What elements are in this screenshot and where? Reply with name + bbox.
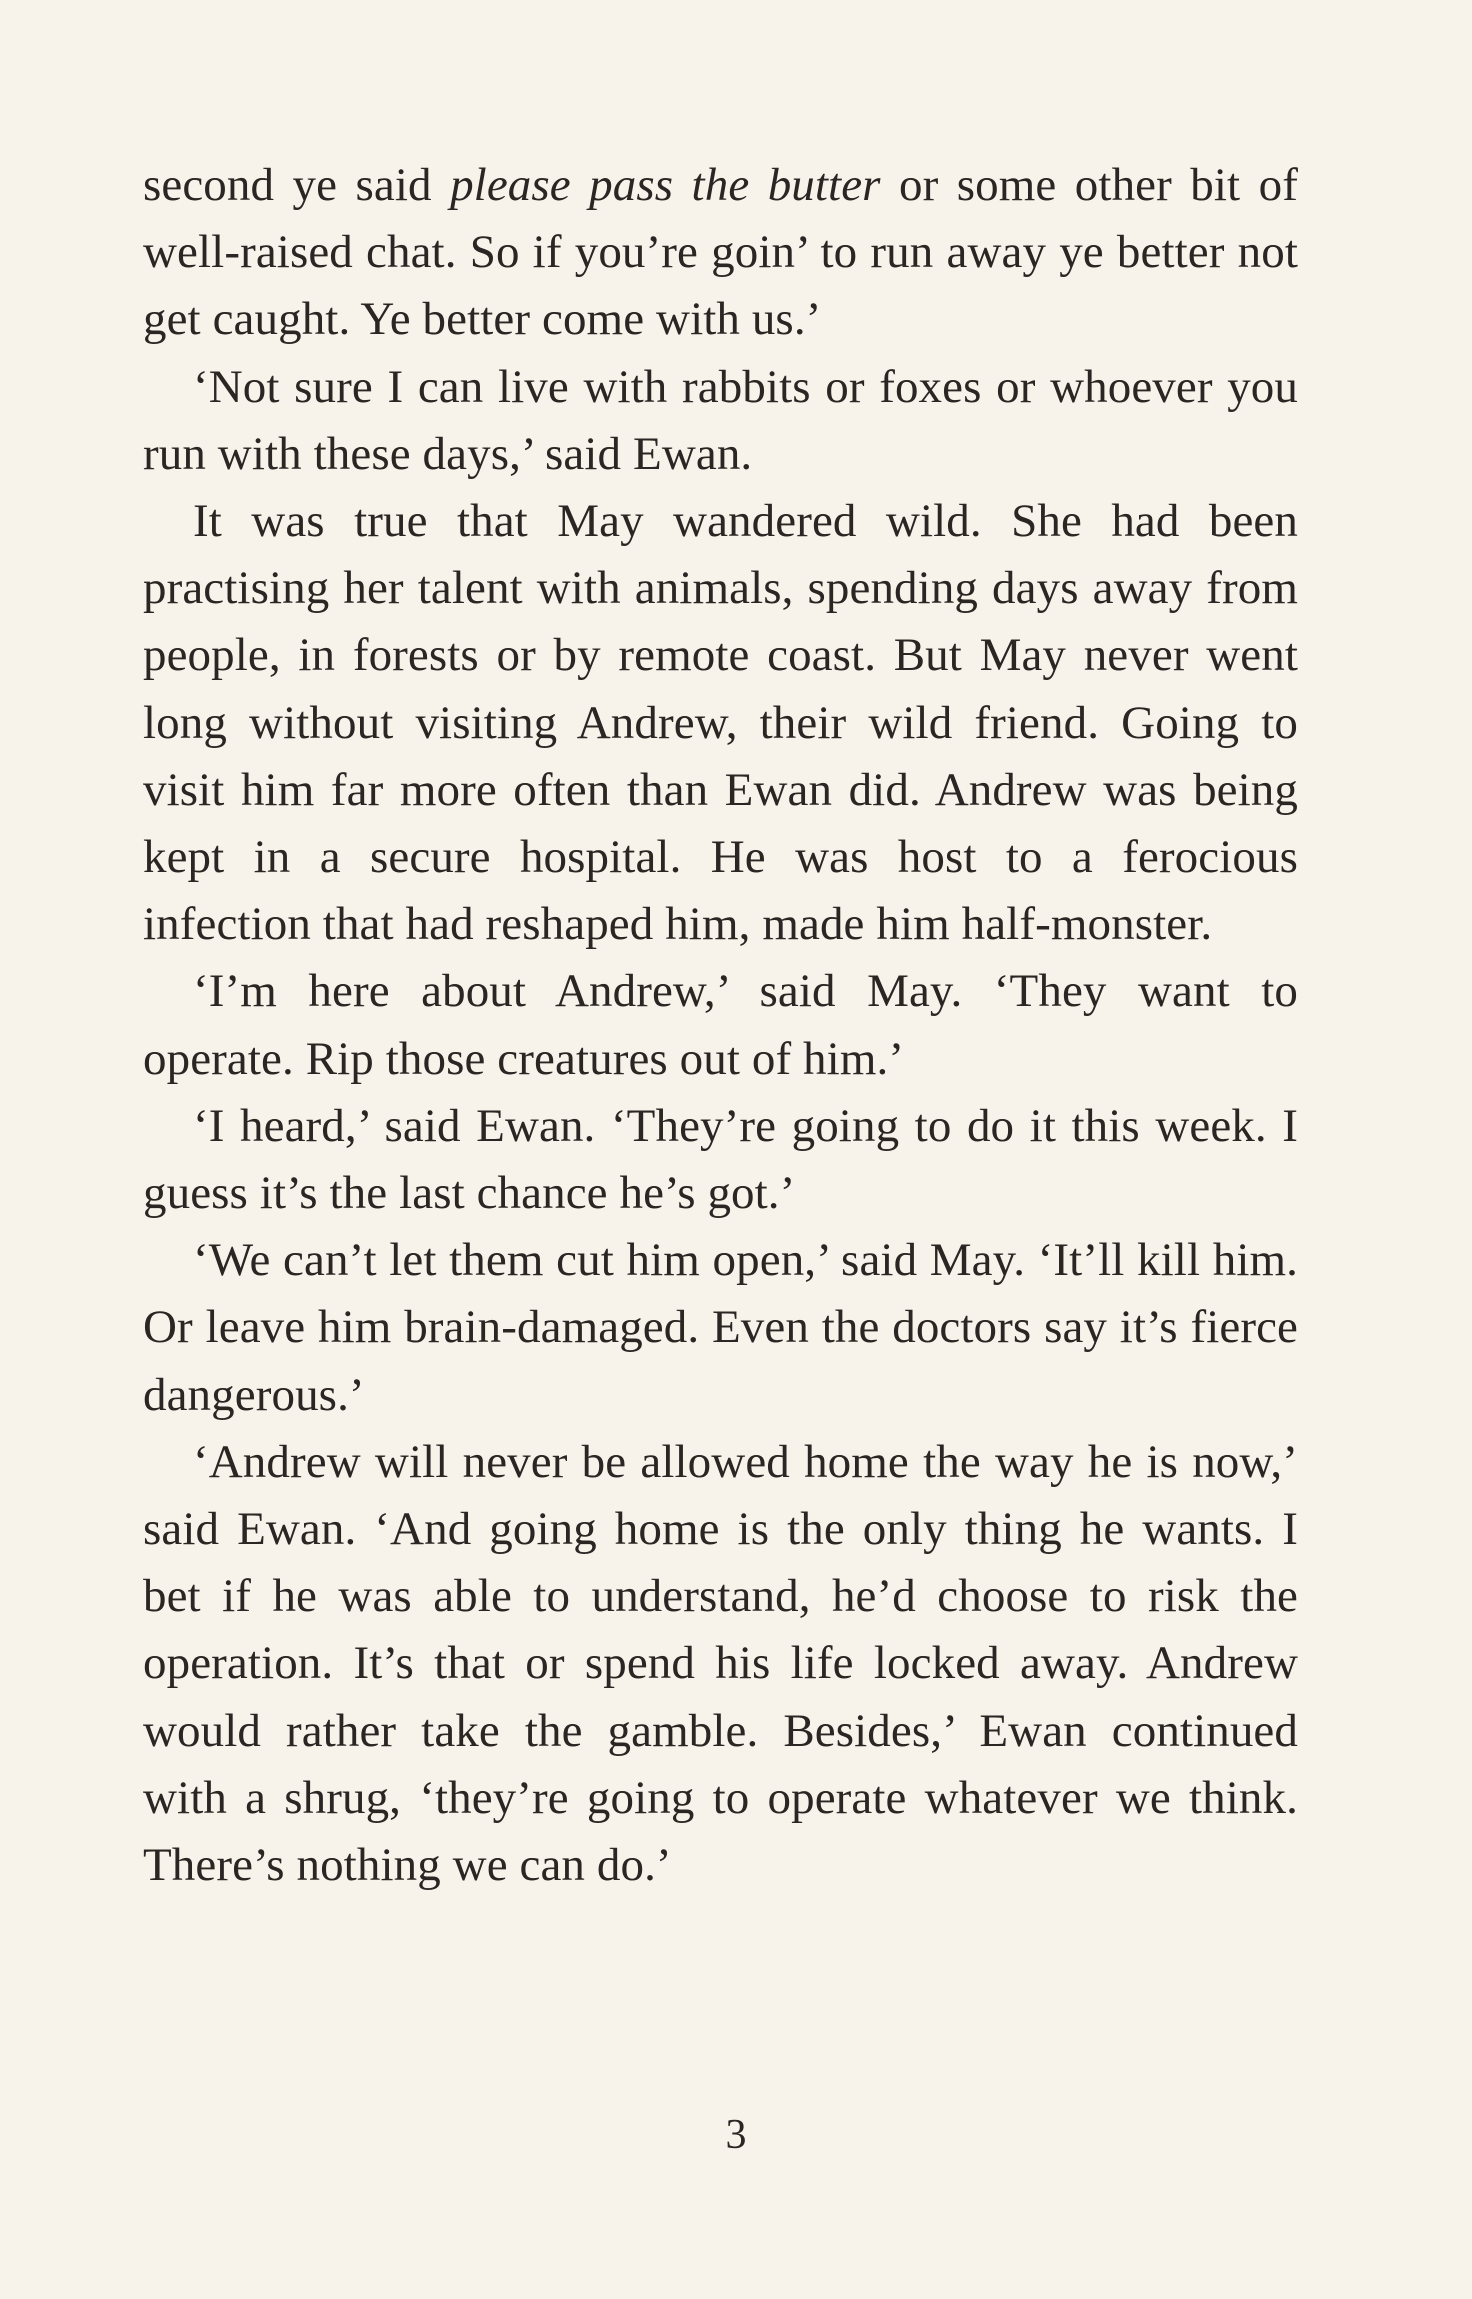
paragraph-2: ‘Not sure I can live with rabbits or foxes or whoever you run with these days,’ said Ewan.	[143, 360, 1298, 480]
paragraph-6: ‘We can’t let them cut him open,’ said May. ‘It’ll kill him. Or leave him brain-damaged. Even the doctors say it’s fierce dangerous.’	[143, 1234, 1298, 1421]
body-text	[143, 152, 1298, 1899]
paragraph-3: It was true that May wandered wild. She had been practising her talent with animals, spending days away from people, in forests or by remote coast. But May never went long without visiting Andrew, their wild friend. Going to visit him far more often than Ewan did. Andrew was being kept in a secure hospital. He was host to a ferocious infection that had reshaped him, made him half-monster.	[143, 495, 1298, 951]
paragraph-4: ‘I’m here about Andrew,’ said May. ‘They want to operate. Rip those creatures out of him.’	[143, 965, 1298, 1085]
paragraph-7: ‘Andrew will never be allowed home the way he is now,’ said Ewan. ‘And going home is the only thing he wants. I bet if he was able to understand, he’d choose to risk the operation. It’s that or spend his life locked away. Andrew would rather take the gamble. Besides,’ Ewan continued with a shrug, ‘they’re going to operate whatever we think. There’s nothing we can do.’	[143, 1435, 1298, 1892]
page-number: 3	[725, 2112, 747, 2158]
paragraph-5: ‘I heard,’ said Ewan. ‘They’re going to do it this week. I guess it’s the last chance he’s got.’	[143, 1099, 1298, 1220]
paragraph-1	[143, 152, 1298, 354]
paragraph-1-italic-phrase: please pass the butter	[450, 159, 881, 211]
paragraph-1-start: second ye said	[143, 159, 451, 211]
paragraph-1-end: or some other bit of well-raised chat. So if you’re goin’ to run away ye better not get caught. Ye better come with us.’	[143, 159, 1298, 346]
